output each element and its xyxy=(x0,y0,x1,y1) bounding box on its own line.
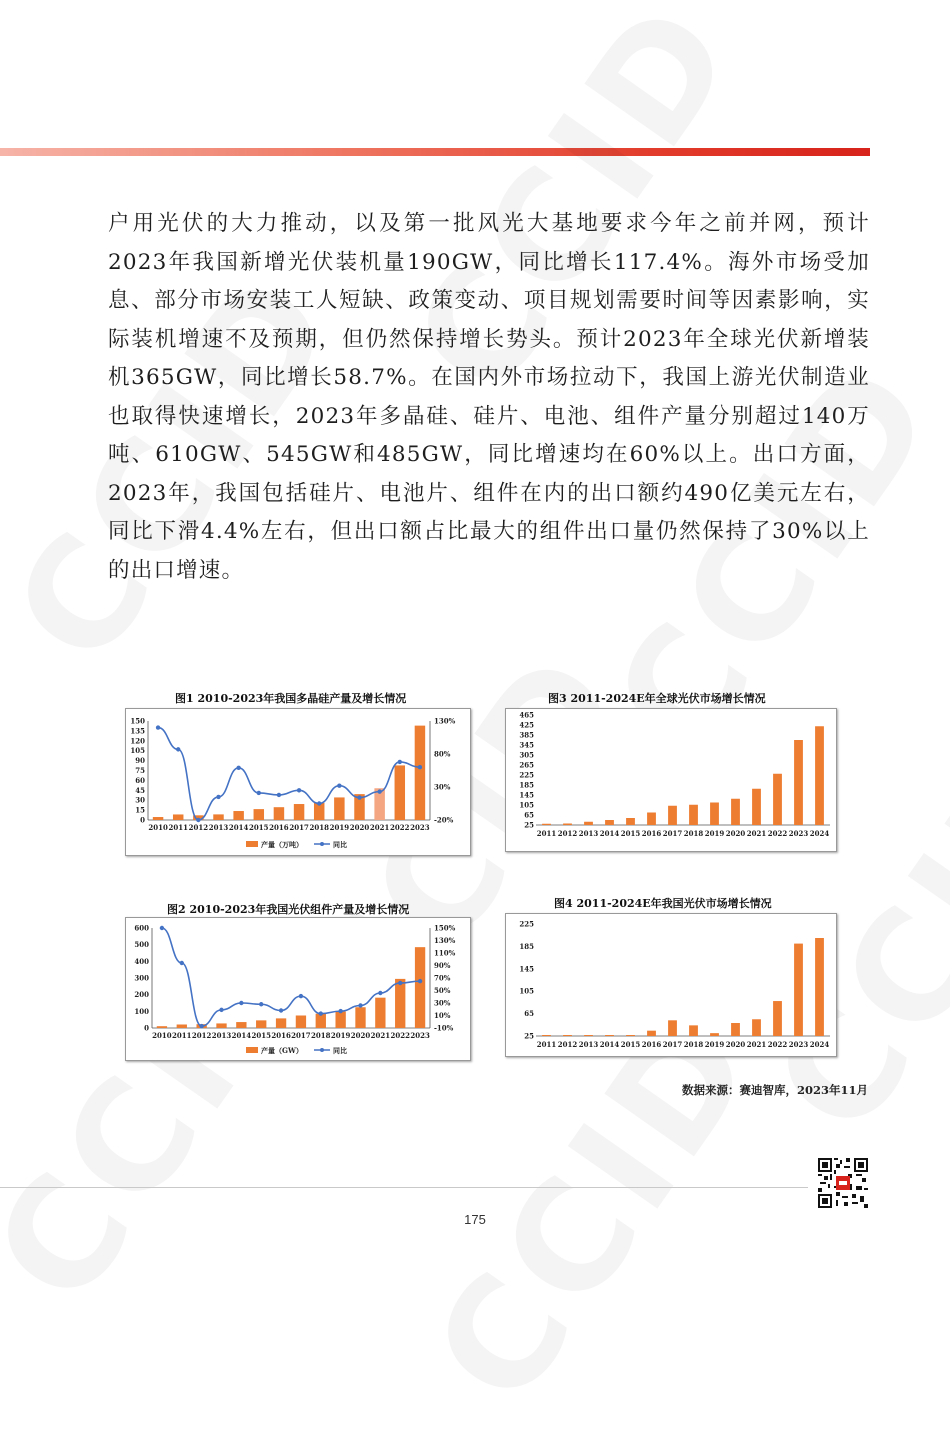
legend-bar-label: 产量（GW） xyxy=(261,1046,303,1055)
bar-2017 xyxy=(668,806,677,825)
bar-2011 xyxy=(173,814,183,820)
bar-2023 xyxy=(794,944,803,1036)
paragraph-text: 户用光伏的大力推动，以及第一批风光大基地要求今年之前并网，预计2023年我国新增光伏装机量190GW，同比增长117.4%。海外市场受加息、部分市场安装工人短缺、政策变动、项目规划需要时间等因素影响，实际装机增速不及预期，但仍然保持增长势头。预计2023年全球光伏新增装机365GW，同比增长58.7%。在国内外市场拉动下，我国上游光伏制造业也取得快速增长，2023年多晶硅、硅片、电池、组件产量分别超过140万吨、610GW、545GW和485GW，同比增速均在60%以上。出口方面，2023年，我国包括硅片、电池片、组件在内的出口额约490亿美元左右，同比下滑4.4%左右，但出口额占比最大的组件出口量仍然保持了30%以上的出口增速。 xyxy=(108,211,870,583)
bar-2016 xyxy=(647,813,656,826)
bar-2018 xyxy=(689,805,698,825)
x-tick-label: 2018 xyxy=(311,1031,331,1040)
bar-2013 xyxy=(584,1035,593,1036)
legend-line-label: 同比 xyxy=(333,1046,347,1055)
x-tick-label: 2019 xyxy=(704,1040,725,1049)
right-tick-label: 70% xyxy=(434,973,451,983)
x-tick-label: 2014 xyxy=(599,829,620,838)
right-tick-label: -10% xyxy=(434,1023,454,1033)
bar-2015 xyxy=(256,1020,266,1028)
qr-code[interactable] xyxy=(818,1158,868,1208)
x-tick-label: 2019 xyxy=(330,1031,351,1040)
x-tick-label: 2013 xyxy=(578,1040,599,1049)
y-tick-label: 65 xyxy=(524,1009,534,1019)
bar-2022 xyxy=(395,765,405,820)
body-paragraph xyxy=(108,205,870,590)
bar-2019 xyxy=(710,1033,719,1036)
growth-point-2017 xyxy=(297,788,301,792)
y-tick-label: 385 xyxy=(519,730,534,740)
x-tick-label: 2020 xyxy=(349,823,370,832)
growth-point-2016 xyxy=(277,793,281,797)
fig2-chart xyxy=(125,917,471,1061)
bar-2020 xyxy=(355,1007,365,1028)
x-tick-label: 2018 xyxy=(683,829,704,838)
y-tick-label: 65 xyxy=(524,810,534,820)
right-tick-label: 110% xyxy=(434,948,456,958)
x-tick-label: 2012 xyxy=(557,829,578,838)
x-tick-label: 2022 xyxy=(390,823,410,832)
bar-2014 xyxy=(605,820,614,825)
right-tick-label: 50% xyxy=(434,986,451,995)
x-tick-label: 2023 xyxy=(410,1031,430,1040)
growth-point-2021 xyxy=(378,991,382,995)
bar-2012 xyxy=(563,1035,572,1036)
bar-2019 xyxy=(335,1012,345,1028)
x-tick-label: 2015 xyxy=(251,1031,271,1040)
x-tick-label: 2021 xyxy=(746,1040,767,1049)
y-tick-label: 105 xyxy=(519,986,534,996)
growth-point-2022 xyxy=(398,760,402,764)
bar-2023 xyxy=(794,740,803,825)
bar-2024 xyxy=(815,726,824,825)
bar-2020 xyxy=(731,799,740,825)
bar-2022 xyxy=(395,979,405,1028)
bar-2012 xyxy=(563,824,572,826)
bar-2024 xyxy=(815,938,824,1036)
left-tick-label: 90 xyxy=(135,756,145,766)
x-tick-label: 2013 xyxy=(208,823,229,832)
x-tick-label: 2011 xyxy=(172,1031,192,1040)
growth-point-2012 xyxy=(199,1024,203,1028)
x-tick-label: 2011 xyxy=(536,1040,557,1049)
growth-point-2022 xyxy=(398,981,402,985)
x-tick-label: 2015 xyxy=(249,823,269,832)
y-tick-label: 425 xyxy=(519,720,534,730)
growth-point-2020 xyxy=(357,795,361,799)
x-tick-label: 2021 xyxy=(746,829,767,838)
bar-2017 xyxy=(294,804,304,820)
y-tick-label: 185 xyxy=(519,780,534,790)
y-tick-label: 105 xyxy=(519,800,534,810)
x-tick-label: 2021 xyxy=(370,1031,391,1040)
bar-2021 xyxy=(752,789,761,825)
fig4-svg xyxy=(506,914,836,1056)
growth-point-2010 xyxy=(160,926,164,930)
bar-2023 xyxy=(415,947,425,1028)
x-tick-label: 2014 xyxy=(599,1040,620,1049)
left-tick-label: 200 xyxy=(134,990,149,1000)
x-tick-label: 2013 xyxy=(578,829,599,838)
bar-2015 xyxy=(254,809,264,820)
x-tick-label: 2014 xyxy=(228,823,249,832)
left-tick-label: 120 xyxy=(130,736,145,746)
right-tick-label: 30% xyxy=(434,782,451,792)
footer-divider xyxy=(0,1187,808,1188)
legend-line-marker xyxy=(320,1048,324,1052)
y-tick-label: 25 xyxy=(524,1031,534,1041)
growth-point-2015 xyxy=(259,1002,263,1006)
x-tick-label: 2017 xyxy=(289,823,309,832)
growth-point-2010 xyxy=(156,725,160,729)
bar-2019 xyxy=(334,797,344,820)
legend-line-label: 同比 xyxy=(333,840,347,849)
left-tick-label: 500 xyxy=(134,940,149,950)
x-tick-label: 2016 xyxy=(641,1040,662,1049)
left-tick-label: 105 xyxy=(130,746,145,756)
bar-2011 xyxy=(542,824,551,825)
right-tick-label: 130% xyxy=(434,716,456,726)
x-tick-label: 2024 xyxy=(809,1040,830,1049)
growth-point-2018 xyxy=(317,801,321,805)
x-tick-label: 2024 xyxy=(809,829,830,838)
left-tick-label: 100 xyxy=(134,1006,149,1016)
left-tick-label: 45 xyxy=(135,785,145,795)
bar-2010 xyxy=(153,817,163,820)
source-note: 数据来源：赛迪智库，2023年11月 xyxy=(681,1083,868,1097)
x-tick-label: 2010 xyxy=(152,1031,172,1040)
y-tick-label: 25 xyxy=(524,820,534,830)
bar-2022 xyxy=(773,1001,782,1036)
left-tick-label: 400 xyxy=(134,956,149,966)
growth-point-2013 xyxy=(219,1008,223,1012)
y-tick-label: 265 xyxy=(519,760,534,770)
growth-point-2017 xyxy=(299,994,303,998)
bar-2014 xyxy=(236,1022,246,1028)
bar-2016 xyxy=(274,807,284,820)
fig3-svg xyxy=(506,709,836,851)
x-tick-label: 2019 xyxy=(329,823,350,832)
x-tick-label: 2017 xyxy=(662,829,683,838)
x-tick-label: 2016 xyxy=(269,823,289,832)
x-tick-label: 2012 xyxy=(191,1031,212,1040)
growth-point-2018 xyxy=(319,1011,323,1015)
growth-point-2013 xyxy=(216,795,220,799)
left-tick-label: 135 xyxy=(130,726,145,736)
bar-2015 xyxy=(626,818,635,825)
x-tick-label: 2020 xyxy=(725,1040,746,1049)
right-tick-label: 150% xyxy=(434,923,456,933)
growth-point-2011 xyxy=(176,747,180,751)
fig4-chart xyxy=(505,913,837,1057)
x-tick-label: 2014 xyxy=(231,1031,252,1040)
header-accent-bar xyxy=(0,148,870,156)
x-tick-label: 2023 xyxy=(788,1040,809,1049)
y-tick-label: 225 xyxy=(519,770,534,780)
x-tick-label: 2012 xyxy=(557,1040,578,1049)
growth-point-2015 xyxy=(257,791,261,795)
right-tick-label: 30% xyxy=(434,998,451,1008)
growth-point-2011 xyxy=(180,961,184,965)
fig3-chart xyxy=(505,708,837,852)
bar-2023 xyxy=(415,726,425,820)
bar-2013 xyxy=(213,814,223,820)
x-tick-label: 2023 xyxy=(788,829,809,838)
x-tick-label: 2010 xyxy=(148,823,168,832)
bar-2011 xyxy=(177,1025,187,1029)
growth-point-2012 xyxy=(196,818,200,822)
growth-point-2020 xyxy=(358,1003,362,1007)
x-tick-label: 2017 xyxy=(662,1040,683,1049)
growth-point-2023 xyxy=(418,979,422,983)
bar-2016 xyxy=(647,1031,656,1036)
bar-2021 xyxy=(375,998,385,1028)
growth-point-2016 xyxy=(279,1008,283,1012)
growth-point-2014 xyxy=(236,766,240,770)
bar-2020 xyxy=(731,1023,740,1036)
x-tick-label: 2020 xyxy=(350,1031,371,1040)
bar-2019 xyxy=(710,803,719,826)
right-tick-label: 80% xyxy=(434,749,451,759)
legend-bar-swatch xyxy=(246,1047,258,1053)
bar-2021 xyxy=(752,1019,761,1036)
bar-2017 xyxy=(668,1020,677,1036)
fig2-title: 图2 2010-2023年我国光伏组件产量及增长情况 xyxy=(167,903,410,916)
left-tick-label: 60 xyxy=(135,775,145,785)
x-tick-label: 2016 xyxy=(641,829,662,838)
y-tick-label: 465 xyxy=(519,710,534,720)
left-tick-label: 15 xyxy=(135,805,145,815)
bar-2018 xyxy=(316,1014,326,1028)
x-tick-label: 2016 xyxy=(271,1031,291,1040)
x-tick-label: 2017 xyxy=(291,1031,311,1040)
left-tick-label: 600 xyxy=(134,923,149,933)
fig1-title: 图1 2010-2023年我国多晶硅产量及增长情况 xyxy=(175,692,407,705)
x-tick-label: 2022 xyxy=(767,829,788,838)
bar-2018 xyxy=(689,1025,698,1036)
bar-2014 xyxy=(605,1035,614,1036)
growth-point-2021 xyxy=(377,789,381,793)
fig3-title: 图3 2011-2024E年全球光伏市场增长情况 xyxy=(548,692,766,705)
left-tick-label: 0 xyxy=(140,815,145,825)
fig4-title: 图4 2011-2024E年我国光伏市场增长情况 xyxy=(554,897,772,910)
left-tick-label: 300 xyxy=(134,973,149,983)
x-tick-label: 2018 xyxy=(309,823,329,832)
x-tick-label: 2015 xyxy=(620,829,641,838)
left-tick-label: 30 xyxy=(135,795,145,805)
bar-2010 xyxy=(157,1026,167,1028)
bar-2022 xyxy=(773,774,782,825)
fig1-chart xyxy=(125,708,471,856)
x-tick-label: 2011 xyxy=(536,829,557,838)
y-tick-label: 305 xyxy=(519,750,534,760)
x-tick-label: 2013 xyxy=(211,1031,232,1040)
legend-line-marker xyxy=(320,842,324,846)
bar-2011 xyxy=(542,1035,551,1036)
fig2-svg xyxy=(126,918,470,1060)
growth-point-2023 xyxy=(418,765,422,769)
right-tick-label: 10% xyxy=(434,1011,451,1020)
x-tick-label: 2012 xyxy=(188,823,209,832)
left-tick-label: 75 xyxy=(135,766,145,775)
growth-point-2019 xyxy=(337,783,341,787)
x-tick-label: 2020 xyxy=(725,829,746,838)
bar-2013 xyxy=(216,1023,226,1028)
growth-point-2014 xyxy=(239,1001,243,1005)
left-tick-label: 150 xyxy=(130,716,145,726)
y-tick-label: 145 xyxy=(519,964,534,974)
right-tick-label: 90% xyxy=(434,961,451,970)
x-tick-label: 2019 xyxy=(704,829,725,838)
bar-2013 xyxy=(584,822,593,825)
bar-2014 xyxy=(233,811,243,820)
y-tick-label: 185 xyxy=(519,941,534,951)
right-tick-label: -20% xyxy=(434,815,454,825)
fig1-svg xyxy=(126,709,470,855)
bar-2015 xyxy=(626,1035,635,1036)
x-tick-label: 2023 xyxy=(410,823,430,832)
x-tick-label: 2022 xyxy=(390,1031,410,1040)
x-tick-label: 2011 xyxy=(168,823,188,832)
right-tick-label: 130% xyxy=(434,936,456,945)
left-tick-label: 0 xyxy=(144,1023,149,1033)
page-number: 175 xyxy=(464,1212,486,1227)
bar-2016 xyxy=(276,1018,286,1028)
growth-point-2019 xyxy=(338,1009,342,1013)
x-tick-label: 2015 xyxy=(620,1040,641,1049)
x-tick-label: 2022 xyxy=(767,1040,788,1049)
y-tick-label: 225 xyxy=(519,919,534,929)
legend-bar-swatch xyxy=(246,841,258,847)
x-tick-label: 2018 xyxy=(683,1040,704,1049)
bar-2017 xyxy=(296,1016,306,1029)
x-tick-label: 2021 xyxy=(369,823,390,832)
y-tick-label: 145 xyxy=(519,790,534,800)
legend-bar-label: 产量（万吨） xyxy=(261,840,303,849)
y-tick-label: 345 xyxy=(519,740,534,750)
